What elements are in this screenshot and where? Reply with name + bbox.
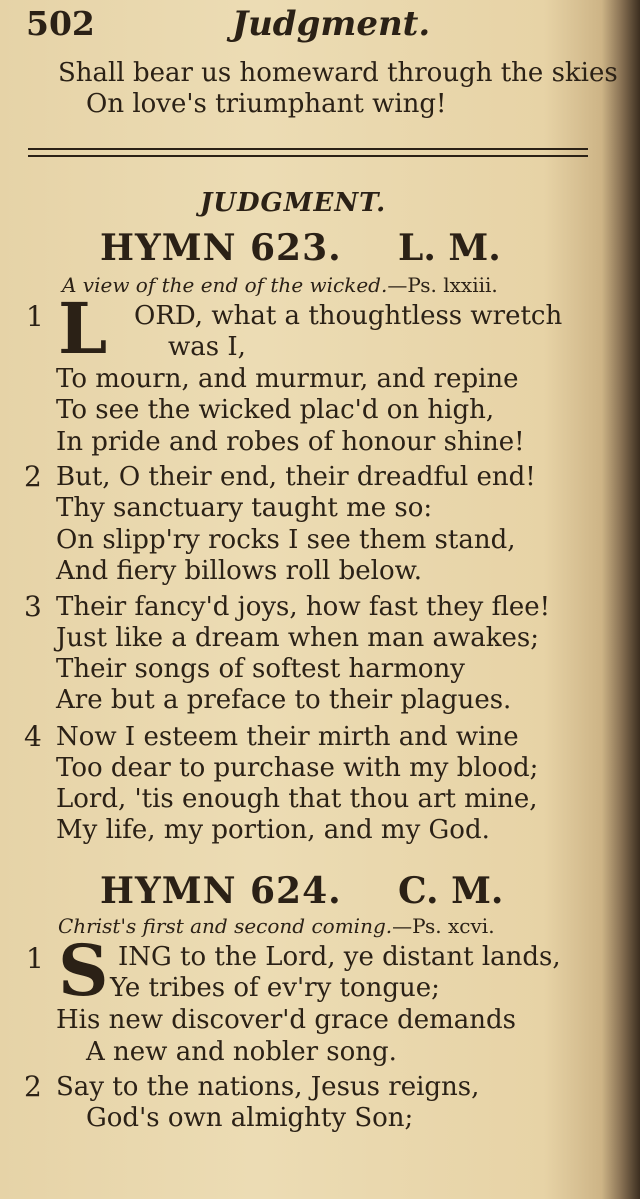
verse-line: Their songs of softest harmony xyxy=(56,654,465,684)
verse-line: But, O their end, their dreadful end! xyxy=(56,462,536,492)
verse-line: His new discover'd grace demands xyxy=(56,1005,517,1035)
verse-line: Say to the nations, Jesus reigns, xyxy=(56,1072,480,1102)
subtitle-text: A view of the end of the wicked. xyxy=(62,273,388,297)
verse-line: Thy sanctuary taught me so: xyxy=(56,493,433,523)
drop-cap: L xyxy=(58,287,108,370)
verse-line: A new and nobler song. xyxy=(86,1037,397,1067)
hymn-title: HYMN 624. xyxy=(100,870,342,912)
verse-line: To see the wicked plac'd on high, xyxy=(56,395,495,425)
scripture-reference: —Ps. lxxiii. xyxy=(387,273,498,297)
hymn-meter: L. M. xyxy=(398,227,501,269)
carryover-line: On love's triumphant wing! xyxy=(86,89,447,119)
stanza-number: 2 xyxy=(24,460,42,493)
drop-cap: S xyxy=(58,929,109,1012)
verse-line: Ye tribes of ev'ry tongue; xyxy=(110,973,440,1003)
verse-line: Are but a preface to their plagues. xyxy=(56,685,512,715)
stanza-number: 2 xyxy=(24,1070,42,1103)
verse-line: Lord, 'tis enough that thou art mine, xyxy=(56,784,538,814)
stanza-number: 1 xyxy=(26,300,44,333)
subtitle-text: Christ's first and second coming. xyxy=(58,914,393,938)
hymn-title: HYMN 623. xyxy=(100,227,342,269)
hymn-subtitle xyxy=(62,273,498,297)
stanza-number: 1 xyxy=(26,942,44,975)
hymn-subtitle xyxy=(58,914,495,938)
carryover-line: Shall bear us homeward through the skies xyxy=(58,58,618,88)
verse-line: God's own almighty Son; xyxy=(86,1103,414,1133)
verse-line: Just like a dream when man awakes; xyxy=(56,623,539,653)
stanza-number: 4 xyxy=(24,720,42,753)
verse-line: was I, xyxy=(168,332,246,362)
verse-line: To mourn, and murmur, and repine xyxy=(56,364,519,394)
hymn-meter: C. M. xyxy=(398,870,504,912)
page-number: 502 xyxy=(26,4,95,43)
verse-line: Too dear to purchase with my blood; xyxy=(56,753,539,783)
verse-line: And fiery billows roll below. xyxy=(56,556,423,586)
verse-line: In pride and robes of honour shine! xyxy=(56,427,525,457)
page-header xyxy=(24,2,594,46)
verse-line: My life, my portion, and my God. xyxy=(56,815,490,845)
verse-line: On slipp'ry rocks I see them stand, xyxy=(56,525,516,555)
verse-line: ING to the Lord, ye distant lands, xyxy=(118,942,561,972)
divider-rule xyxy=(28,155,588,157)
section-title: JUDGMENT. xyxy=(200,188,387,218)
divider-rule xyxy=(28,148,588,150)
verse-line: Now I esteem their mirth and wine xyxy=(56,722,519,752)
running-title: Judgment. xyxy=(232,4,431,44)
scripture-reference: —Ps. xcvi. xyxy=(392,914,495,938)
verse-line: ORD, what a thoughtless wretch xyxy=(134,301,563,331)
verse-line: Their fancy'd joys, how fast they flee! xyxy=(56,592,551,622)
stanza-number: 3 xyxy=(24,590,42,623)
